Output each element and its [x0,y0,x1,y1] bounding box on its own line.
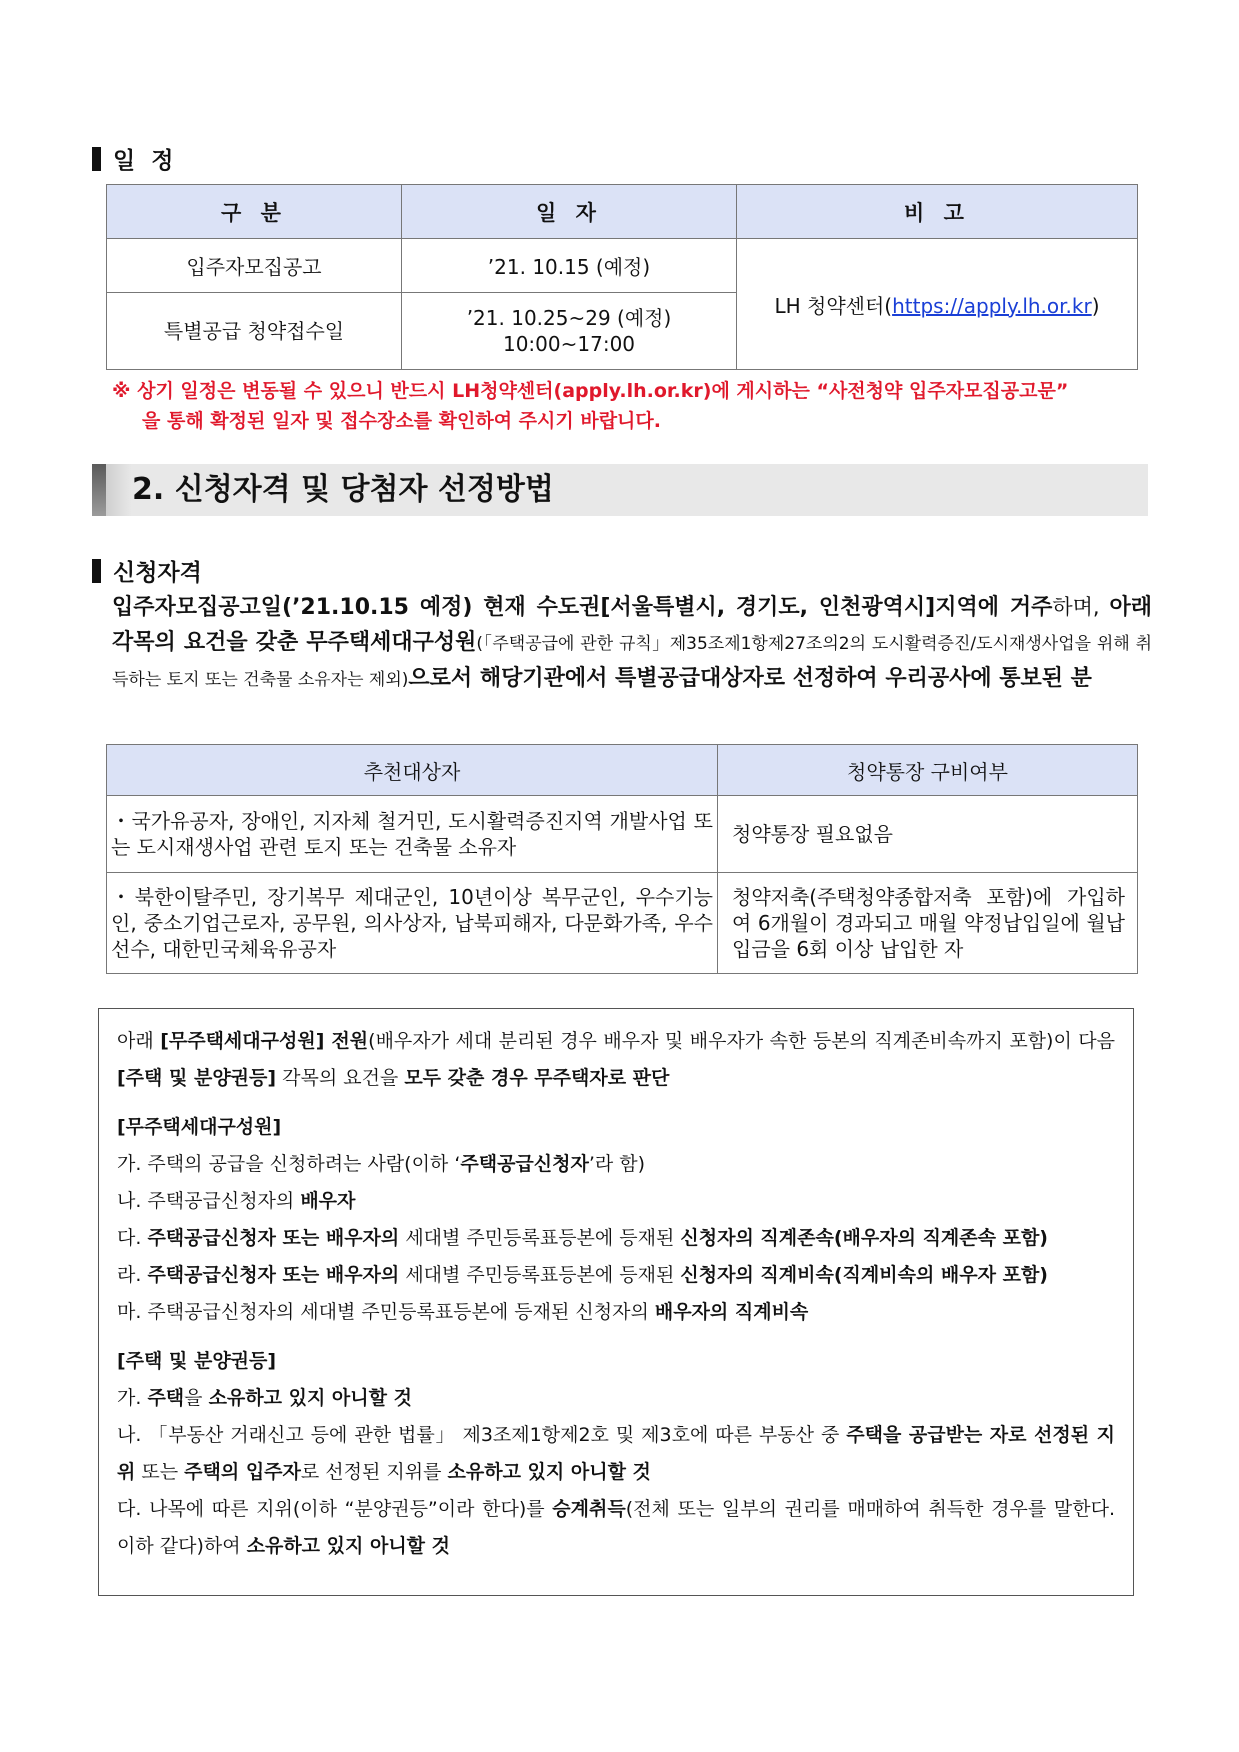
na-bold-1: 배우자 [300,1190,356,1212]
qual-small-1: (「주택공급에 관한 규칙」제35조제1항제27조의2의 도시활력증진/도시재생사업을 위해 취득하는 토지 또는 건축물 소유자는 제외) [112,634,1153,690]
hga-bold-1: 주택 [147,1387,185,1409]
remarks-prefix: LH 청약센터( [774,293,893,318]
row-date-application-range: ’21. 10.25~29 (예정) [466,306,672,330]
heading-bar [92,147,101,171]
row-label-application: 특별공급 청약접수일 [107,293,402,370]
apply-link[interactable]: https://apply.lh.or.kr [892,293,1092,318]
qualification-heading [92,554,202,587]
target-row-1: ・국가유공자, 장애인, 지자체 철거민, 도시활력증진지역 개발사업 또는 도시재생사업 관련 토지 또는 건축물 소유자 [107,796,718,873]
intro-text-3: 각목의 요건을 [276,1067,405,1089]
warning-line-1: ※ 상기 일정은 변동될 수 있으니 반드시 LH청약센터(apply.lh.or.kr)에 게시하는 “사전청약 입주자모집공고문” [112,380,1069,402]
da-bold-1: 주택공급신청자 또는 배우자의 [147,1227,400,1249]
target-row-2: ・북한이탈주민, 장기복무 제대군인, 10년이상 복무군인, 우수기능인, 중소기업근로자, 공무원, 의사상자, 납북피해자, 다문화가족, 우수선수, 대한민국체육유공자 [107,873,718,974]
qual-bold-1: 입주자모집공고일(’21.10.15 예정) 현재 수도권[서울특별시, 경기도, 인천광역시]지역에 거주 [112,595,1053,620]
box-head-housing: [주택 및 분양권등] [117,1350,277,1372]
row-date-notice: ’21. 10.15 (예정) [402,239,737,293]
intro-bold-3: 모두 갖춘 경우 무주택자로 판단 [404,1067,670,1089]
remarks-suffix: ) [1091,293,1100,318]
ra-bold-1: 주택공급신청자 또는 배우자의 [147,1264,400,1286]
intro-text-2: (배우자가 세대 분리된 경우 배우자 및 배우자가 속한 등본의 직계존비속까지 포함)이 다음 [368,1030,1115,1052]
hna-bold-2: 주택의 입주자 [184,1461,301,1483]
ra-text-1: 세대별 주민등록표등본에 등재된 [399,1264,681,1286]
household-item-na [117,1183,1115,1220]
row-date-application-time: 10:00~17:00 [502,332,636,356]
heading-bar [92,559,101,583]
hga-text-1: 가. [117,1387,148,1409]
household-item-da [117,1220,1115,1257]
household-item-ga [117,1146,1115,1183]
ra-bold-2: 신청자의 직계비속(직계비속의 배우자 포함) [680,1264,1048,1286]
qual-bold-2: 아래 각목의 요건을 갖춘 무주택세대구성원 [112,595,1152,655]
hna-bold-3: 소유하고 있지 아니할 것 [447,1461,651,1483]
ra-prefix: 라. [117,1264,148,1286]
section-title: 2. 신청자격 및 당첨자 선정방법 [132,472,554,507]
hga-text-2: 을 [184,1387,209,1409]
schedule-heading-text: 일 정 [113,148,178,174]
ga-bold-1: 주택공급신청자 [460,1153,589,1175]
row-date-application [402,293,737,370]
da-text-1: 세대별 주민등록표등본에 등재된 [399,1227,681,1249]
hna-bold-1: 주택을 공급받는 자로 선정된 지위 [117,1424,1115,1483]
account-row-2: 청약저축(주택청약종합저축 포함)에 가입하여 6개월이 경과되고 매월 약정납입일에 월납입금을 6회 이상 납입한 자 [718,873,1138,974]
hna-text-1: 나. 「부동산 거래신고 등에 관한 법률」 제3조제1항제2호 및 제3호에 따른 부동산 중 [117,1424,847,1446]
housing-item-na [117,1417,1115,1491]
ma-bold-1: 배우자의 직계비속 [654,1301,809,1323]
hda-bold-1: 승계취득 [552,1498,626,1520]
intro-bold-2: [주택 및 분양권등] [117,1067,277,1089]
household-item-ma [117,1294,1115,1331]
hda-bold-2: 소유하고 있지 아니할 것 [246,1535,451,1557]
col-header-date: 일 자 [402,185,737,239]
schedule-warning [112,376,1152,436]
da-prefix: 다. [117,1227,148,1249]
box-intro [117,1023,1115,1097]
ma-text-1: 마. 주택공급신청자의 세대별 주민등록표등본에 등재된 신청자의 [117,1301,655,1323]
da-bold-2: 신청자의 직계존속(배우자의 직계존속 포함) [680,1227,1048,1249]
section-banner-accent [92,464,106,516]
housing-item-da [117,1491,1115,1565]
hna-text-2: 또는 [135,1461,185,1483]
household-item-ra [117,1257,1115,1294]
housing-item-ga [117,1380,1115,1417]
homeless-criteria-box [98,1008,1134,1596]
warning-line-2: 을 통해 확정된 일자 및 접수장소를 확인하여 주시기 바랍니다. [142,410,661,432]
qualification-heading-text: 신청자격 [113,560,202,586]
col-header-remarks: 비 고 [737,185,1138,239]
qual-bold-3: 으로서 해당기관에서 특별공급대상자로 선정하여 우리공사에 통보된 분 [408,666,1092,691]
hga-bold-2: 소유하고 있지 아니할 것 [208,1387,412,1409]
col-header-category: 구 분 [107,185,402,239]
ga-text-2: ’라 함) [588,1153,646,1175]
intro-text-1: 아래 [117,1030,161,1052]
na-text-1: 나. 주택공급신청자의 [117,1190,301,1212]
hna-text-3: 로 선정된 지위를 [300,1461,448,1483]
eligibility-table [106,744,1138,974]
hda-text-2: (전체 또는 일부의 권리를 매매하여 취득한 경우를 말한다. 이하 같다)하여 [117,1498,1115,1557]
row-label-notice: 입주자모집공고 [107,239,402,293]
col-header-target: 추천대상자 [107,745,718,796]
qual-text-1: 하며, [1052,595,1100,619]
hda-text-1: 다. 나목에 따른 지위(이하 “분양권등”이라 한다)를 [117,1498,553,1520]
col-header-account: 청약통장 구비여부 [718,745,1138,796]
account-row-1: 청약통장 필요없음 [718,796,1138,873]
qualification-paragraph [112,590,1152,697]
remarks-cell [737,239,1138,370]
box-head-household: [무주택세대구성원] [117,1116,282,1138]
intro-bold-1: [무주택세대구성원] 전원 [160,1030,369,1052]
ga-text-1: 가. 주택의 공급을 신청하려는 사람(이하 ‘ [117,1153,461,1175]
schedule-table [106,184,1138,370]
schedule-heading [92,142,177,175]
